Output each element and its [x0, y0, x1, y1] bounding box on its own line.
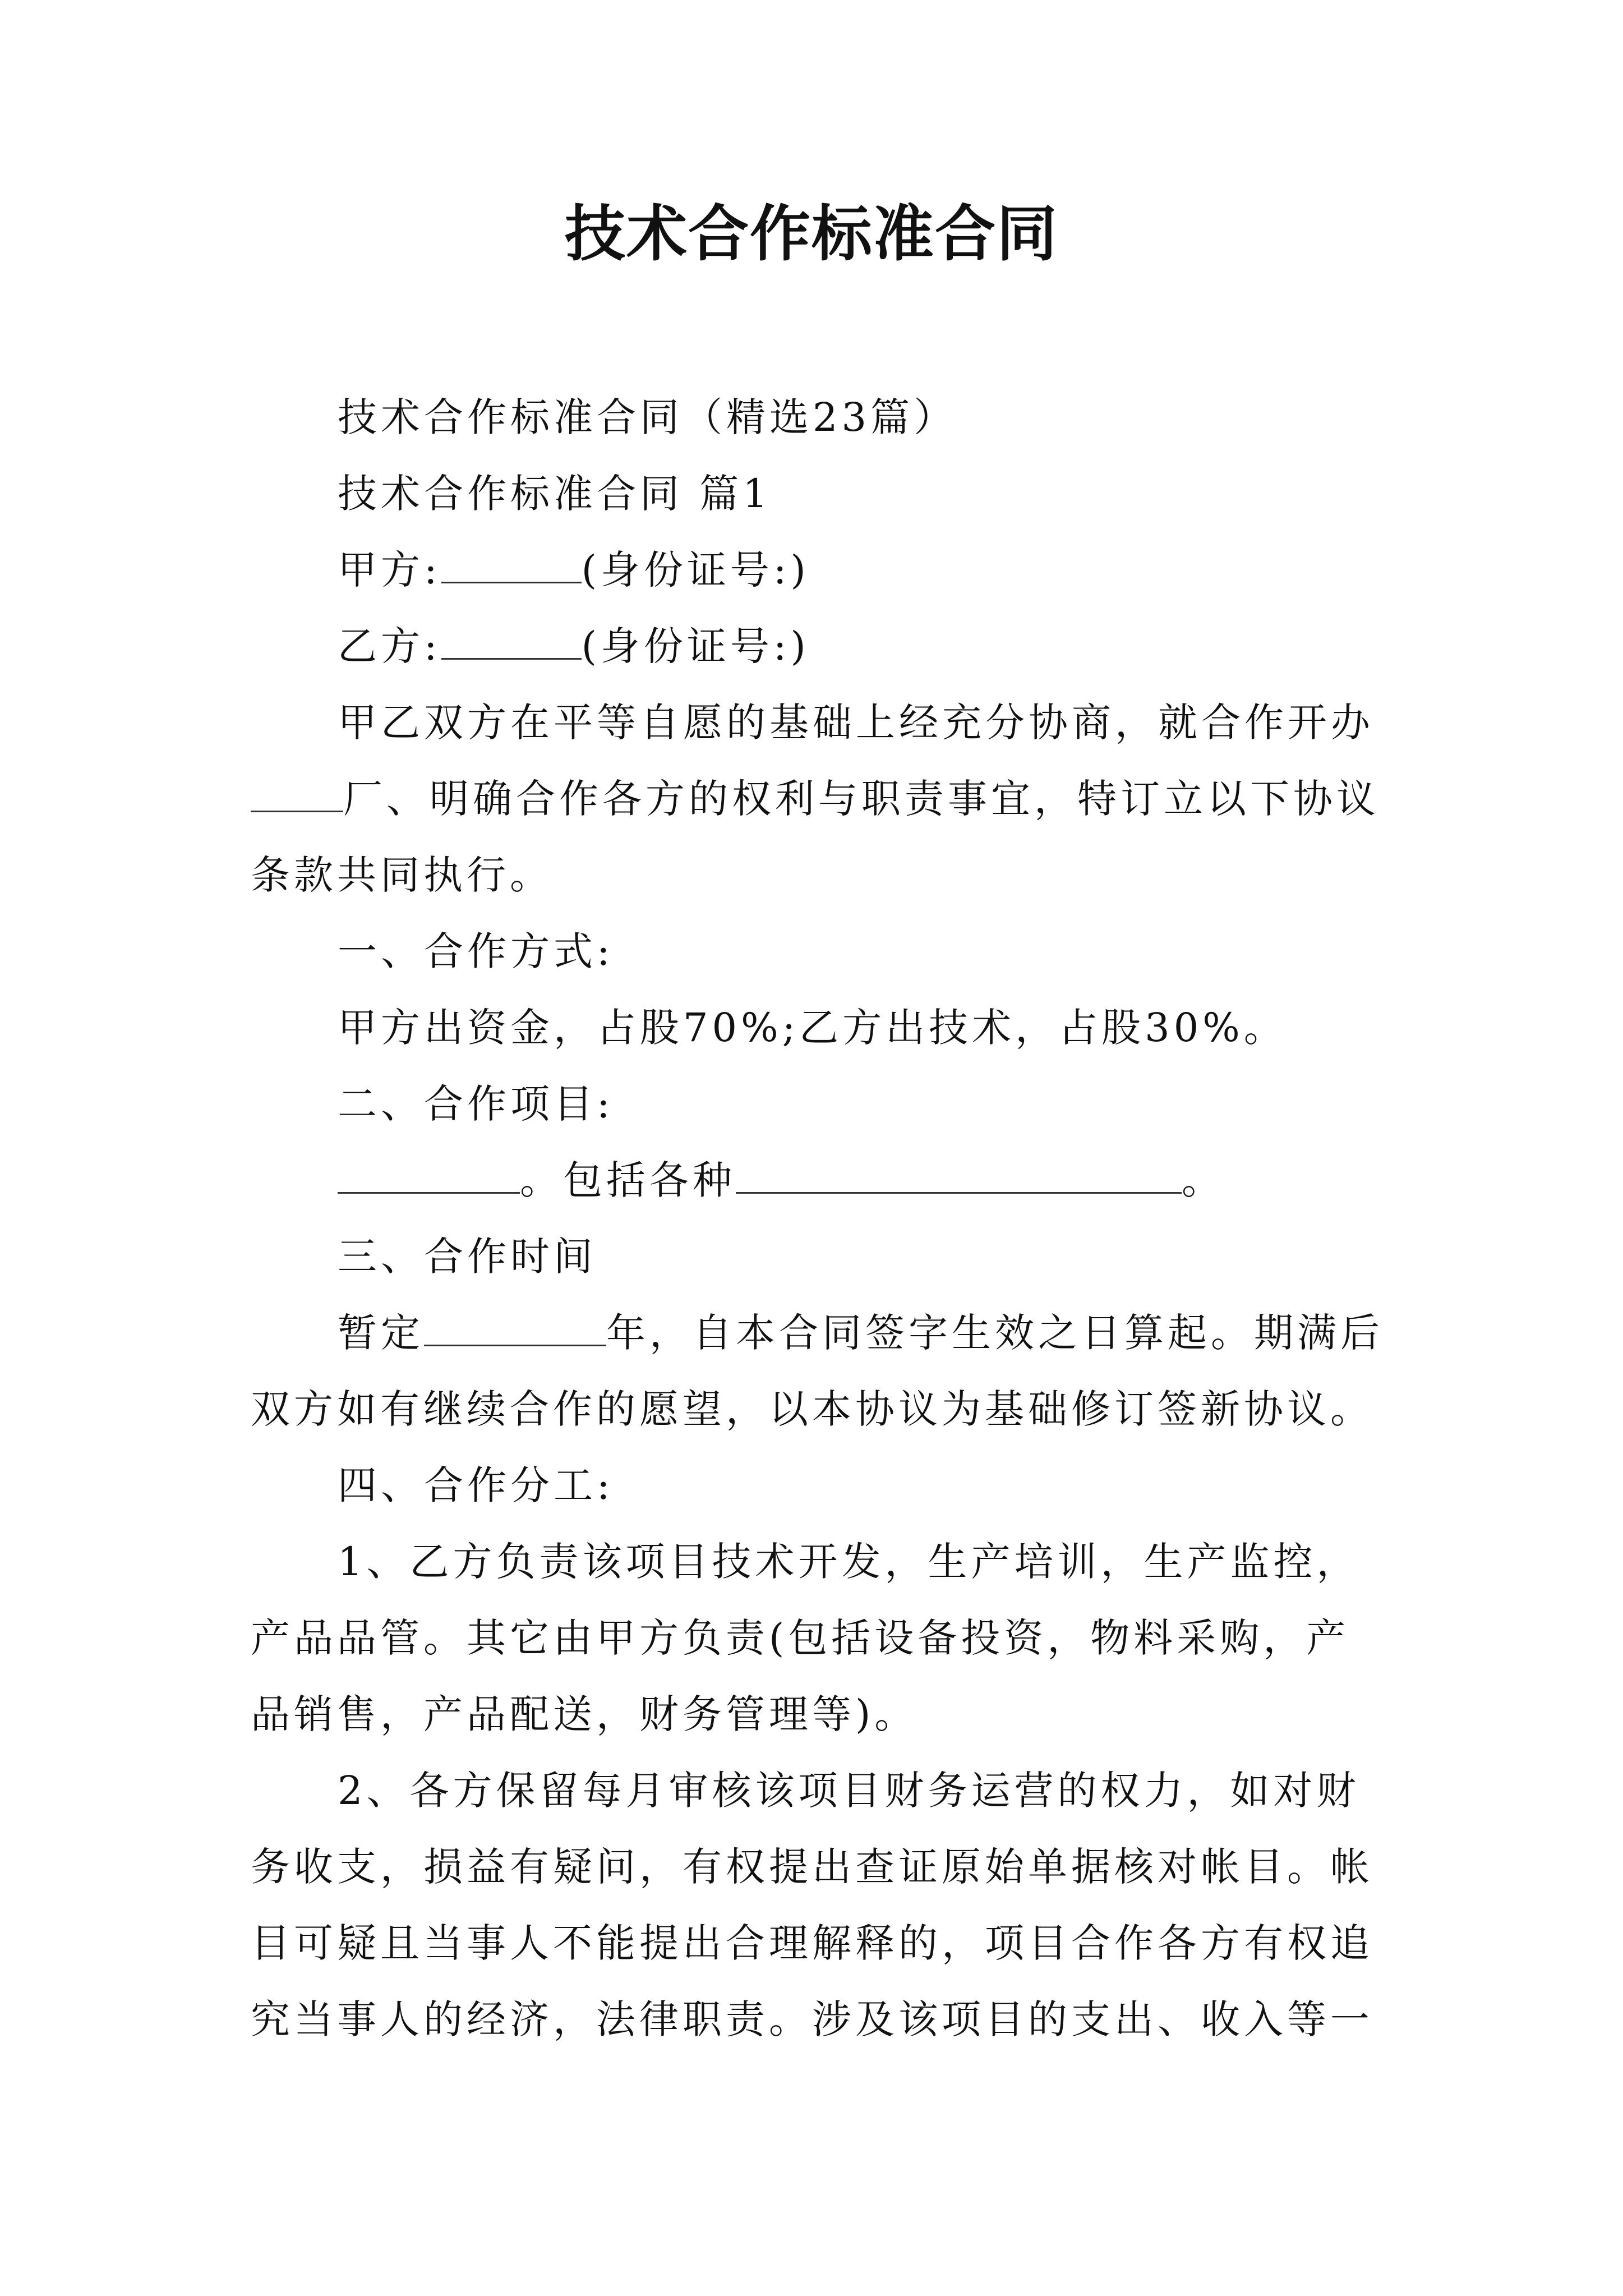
clause-1-text: 甲方出资金，占股70%;乙方出技术，占股30%。	[338, 1005, 1287, 1051]
party-a-label: 甲方:	[338, 547, 441, 593]
clause-4-item-1-line-3: 品销售，产品配送，财务管理等)。	[251, 1691, 918, 1737]
clause-3-line-2: 双方如有继续合作的愿望，以本协议为基础修订签新协议。	[251, 1386, 1373, 1432]
clause-4-item-2-line-4: 究当事人的经济，法律职责。涉及该项目的支出、收入等一	[251, 1996, 1373, 2042]
clause-3-heading: 三、合作时间	[338, 1234, 597, 1280]
clause-4-heading: 四、合作分工:	[338, 1462, 614, 1508]
party-b-suffix: (身份证号:)	[581, 623, 810, 669]
clause-2-text	[251, 1142, 1384, 1218]
clause-4-item-2-line-2: 务收支，损益有疑问，有权提出查证原始单据核对帐目。帐	[251, 1844, 1373, 1890]
intro-line-2-text: 厂、明确合作各方的权利与职责事宜，特订立以下协议	[343, 776, 1380, 822]
document-body	[251, 379, 1384, 2058]
clause-3-suffix: 年，自本合同签字生效之日算起。期满后	[606, 1310, 1384, 1356]
party-a-suffix: (身份证号:)	[581, 547, 810, 593]
party-b-blank	[441, 625, 582, 660]
clause-3-line-1	[251, 1295, 1384, 1371]
party-a-line	[251, 532, 1384, 608]
years-blank	[424, 1312, 606, 1346]
clause-4-item-2-line-1: 2、各方保留每月审核该项目财务运营的权力，如对财	[338, 1768, 1360, 1814]
clause-3-prefix: 暂定	[338, 1310, 424, 1356]
intro-line-2	[251, 761, 1384, 837]
clause-2-end: 。	[1182, 1157, 1225, 1203]
party-a-blank	[441, 549, 582, 583]
project-items-blank	[736, 1159, 1182, 1194]
factory-name-blank	[251, 778, 343, 812]
intro-line-1: 甲乙双方在平等自愿的基础上经充分协商，就合作开办	[338, 700, 1374, 746]
document-title: 技术合作标准合同	[564, 199, 1058, 269]
clause-1-heading: 一、合作方式:	[338, 928, 614, 974]
project-blank	[338, 1159, 520, 1194]
clause-4-item-1-line-1: 1、乙方负责该项目技术开发，生产培训，生产监控，	[338, 1539, 1360, 1585]
clause-2-heading: 二、合作项目:	[338, 1081, 614, 1127]
clause-2-mid: 。包括各种	[520, 1157, 736, 1203]
document-subtitle: 技术合作标准合同（精选23篇）	[338, 394, 957, 440]
party-b-label: 乙方:	[338, 623, 441, 669]
clause-4-item-1-line-2: 产品品管。其它由甲方负责(包括设备投资，物料采购，产	[251, 1615, 1350, 1661]
party-b-line	[251, 608, 1384, 684]
clause-4-item-2-line-3: 目可疑且当事人不能提出合理解释的，项目合作各方有权追	[251, 1920, 1373, 1966]
section-heading: 技术合作标准合同 篇1	[338, 471, 772, 517]
intro-line-3: 条款共同执行。	[251, 852, 553, 898]
